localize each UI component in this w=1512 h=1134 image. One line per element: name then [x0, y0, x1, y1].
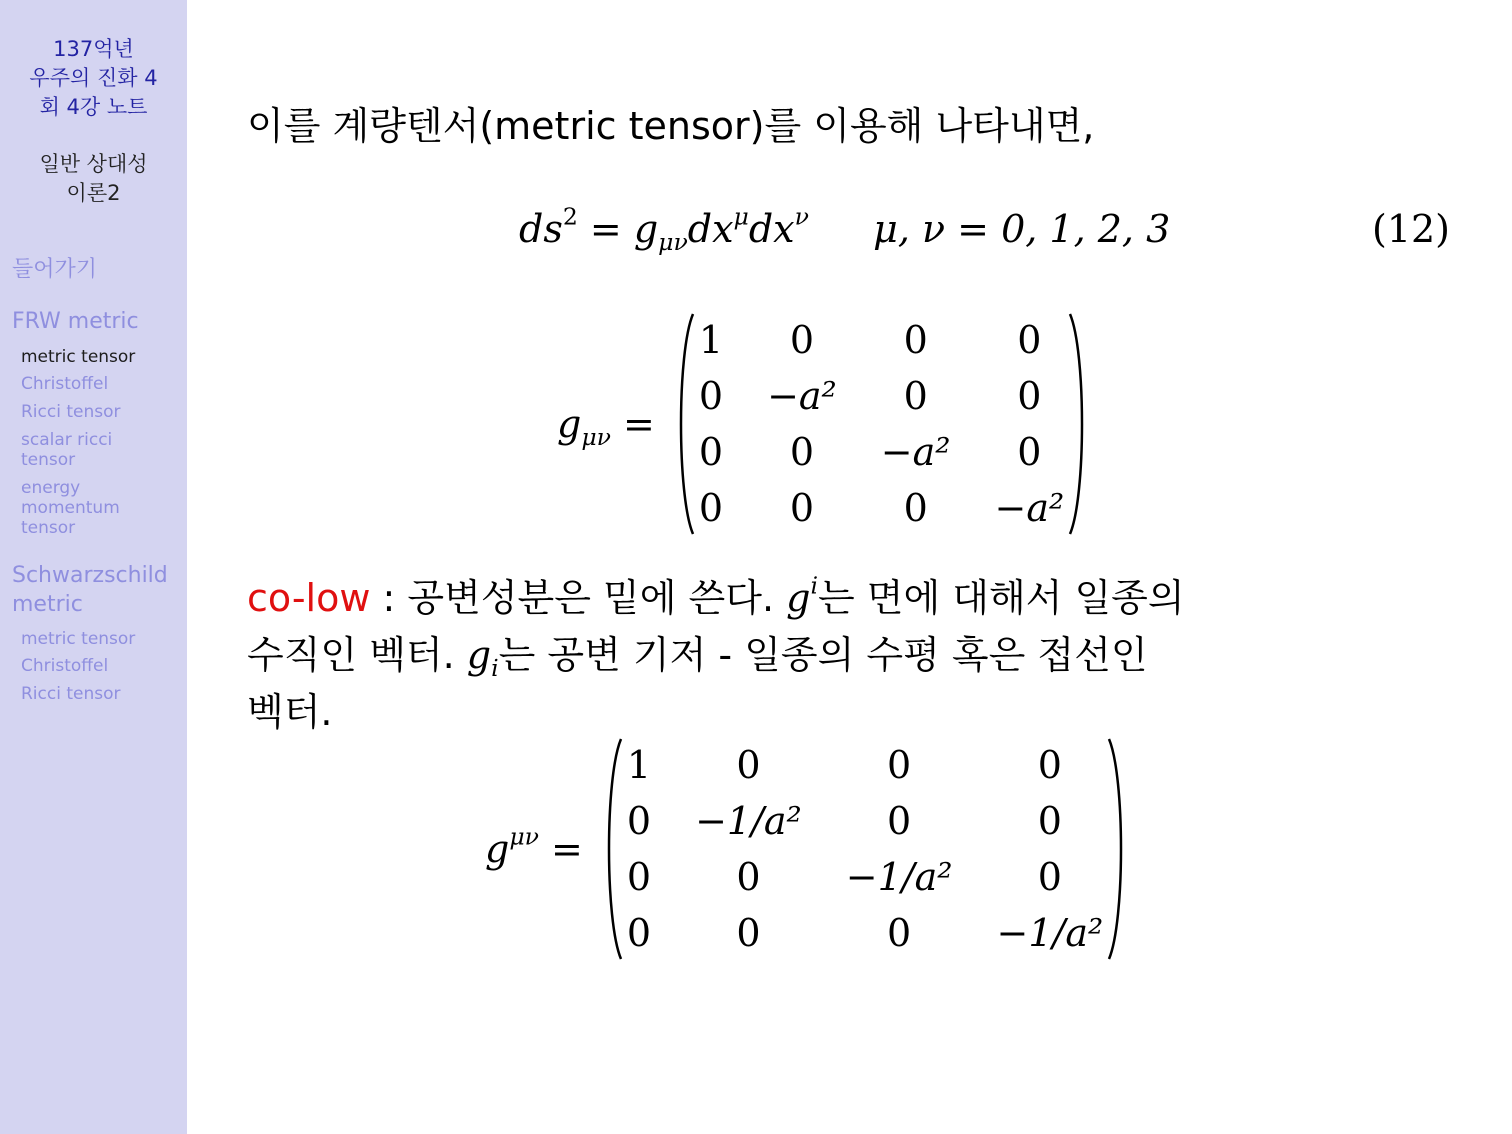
g-sub: i: [491, 654, 499, 683]
matrix-row: [623, 793, 1107, 849]
matrix-table: [695, 312, 1068, 536]
matrix-cell: 0: [698, 486, 724, 530]
matrix-cell: 1: [698, 318, 724, 362]
nav-section-intro[interactable]: 들어가기: [12, 257, 98, 282]
matrix-cell: −1/a²: [845, 855, 953, 899]
nav-item-metric-tensor[interactable]: metric tensor: [21, 629, 136, 649]
nav-section-frw-metric[interactable]: FRW metric: [12, 309, 139, 334]
matrix-row: [623, 849, 1107, 905]
matrix-cell: 0: [887, 911, 912, 955]
g-symbol: g: [466, 633, 492, 677]
matrix-cell: 0: [736, 855, 761, 899]
matrix-cell: 0: [736, 911, 761, 955]
matrix-cell: 0: [1017, 430, 1042, 474]
matrix-cell: −1/a²: [996, 911, 1104, 955]
nav-item-ricci-tensor[interactable]: Ricci tensor: [21, 402, 121, 422]
title-line: 137억년: [53, 37, 134, 61]
nav-item-christoffel[interactable]: Christoffel: [21, 374, 109, 394]
eq-exp: 2: [562, 202, 578, 231]
matrix-cell: −a²: [767, 374, 837, 418]
lhs-sup: μν: [509, 822, 539, 851]
presentation-title[interactable]: [0, 35, 187, 122]
colow-term: co-low: [247, 576, 371, 620]
matrix-cell: 0: [903, 374, 928, 418]
matrix-row: [695, 312, 1068, 368]
paragraph-line-3: 벡터.: [247, 690, 333, 734]
inverse-metric-matrix: [485, 737, 1129, 961]
title-line: 우주의 진화 4: [29, 66, 158, 90]
matrix-lhs: $g_{\mu\nu}$ =: [557, 402, 655, 452]
matrix-cell: 0: [698, 430, 724, 474]
right-paren: [1107, 737, 1129, 961]
para-text: : 공변성분은 밑에 쓴다.: [370, 576, 787, 620]
matrix-cell: 0: [1037, 743, 1062, 787]
nav-item-christoffel[interactable]: Christoffel: [21, 656, 109, 676]
lhs-g: g: [485, 827, 510, 871]
para-text: 는 면에 대해서 일종의: [817, 576, 1185, 620]
matrix-cell: 1: [626, 743, 652, 787]
nav-item-metric-tensor[interactable]: metric tensor: [21, 347, 136, 367]
matrix-cell: 0: [1037, 799, 1062, 843]
nav-section-schwarzschild-metric[interactable]: Schwarzschild metric: [12, 563, 168, 617]
g-symbol: g: [786, 576, 811, 620]
subtitle-line: 일반 상대성: [39, 152, 148, 176]
matrix-row: [695, 368, 1068, 424]
matrix-cell: 0: [789, 318, 815, 362]
left-paren: [673, 312, 695, 536]
matrix-cell: 0: [736, 743, 761, 787]
matrix-cell: 0: [626, 911, 652, 955]
subtitle-line: 이론2: [66, 181, 121, 205]
para-text: 는 공변 기저 - 일종의 수평 혹은 접선인: [498, 633, 1148, 677]
lhs-sub: μν: [581, 423, 611, 452]
matrix-cell: −a²: [880, 430, 951, 474]
lhs-g: g: [557, 402, 582, 446]
matrix-cell: 0: [903, 318, 928, 362]
eq-dx1-sup: μ: [733, 202, 749, 231]
sidebar: [0, 0, 187, 1134]
eq-indices: μ, ν = 0, 1, 2, 3: [873, 207, 1171, 251]
matrix-table: [623, 737, 1107, 961]
matrix-cell: 0: [1017, 318, 1042, 362]
presentation-subtitle[interactable]: [0, 150, 187, 208]
eq-ds: ds: [519, 207, 563, 251]
nav-item-scalar-ricci-tensor[interactable]: scalar ricci tensor: [21, 430, 113, 470]
matrix-row: [623, 905, 1107, 961]
g-sup: i: [810, 571, 818, 600]
paragraph-line-2: [247, 627, 1148, 683]
eq-dx1: dx: [687, 207, 734, 251]
slide-content: [187, 0, 1512, 1134]
para-text: 수직인 벡터.: [247, 633, 467, 677]
left-paren: [601, 737, 623, 961]
matrix-row: [695, 424, 1068, 480]
right-paren: [1068, 312, 1090, 536]
intro-text: 이를 계량텐서(metric tensor)를 이용해 나타내면,: [247, 104, 1095, 148]
metric-matrix: [557, 312, 1090, 536]
eq-dx2: dx: [748, 207, 795, 251]
eq-g: g: [633, 207, 659, 251]
matrix-cell: 0: [1017, 374, 1042, 418]
matrix-lhs: $g^{\mu\nu}$ =: [485, 822, 583, 871]
equation-number: (12): [1372, 207, 1451, 251]
matrix-cell: 0: [789, 430, 815, 474]
nav-item-ricci-tensor[interactable]: Ricci tensor: [21, 684, 121, 704]
matrix-cell: −1/a²: [695, 799, 802, 843]
title-line: 회 4강 노트: [39, 95, 148, 119]
eq-g-sub: μν: [658, 228, 688, 257]
matrix-cell: 0: [626, 855, 652, 899]
matrix-cell: 0: [887, 743, 912, 787]
matrix-cell: 0: [626, 799, 652, 843]
matrix-cell: −a²: [994, 486, 1065, 530]
matrix-cell: 0: [903, 486, 928, 530]
matrix-row: [695, 480, 1068, 536]
equation-12: $ds^2 = g_{\mu\nu}dx^\mu dx^\nu$ μ, ν = 0, 1, 2, 3: [519, 202, 1171, 257]
matrix-row: [623, 737, 1107, 793]
paragraph-line-1: [247, 570, 1185, 626]
matrix-cell: 0: [887, 799, 912, 843]
matrix-cell: 0: [789, 486, 815, 530]
eq-dx2-sup: ν: [794, 202, 809, 231]
matrix-cell: 0: [698, 374, 724, 418]
matrix-cell: 0: [1037, 855, 1062, 899]
nav-item-energy-momentum-tensor[interactable]: energy momentum tensor: [21, 478, 120, 538]
